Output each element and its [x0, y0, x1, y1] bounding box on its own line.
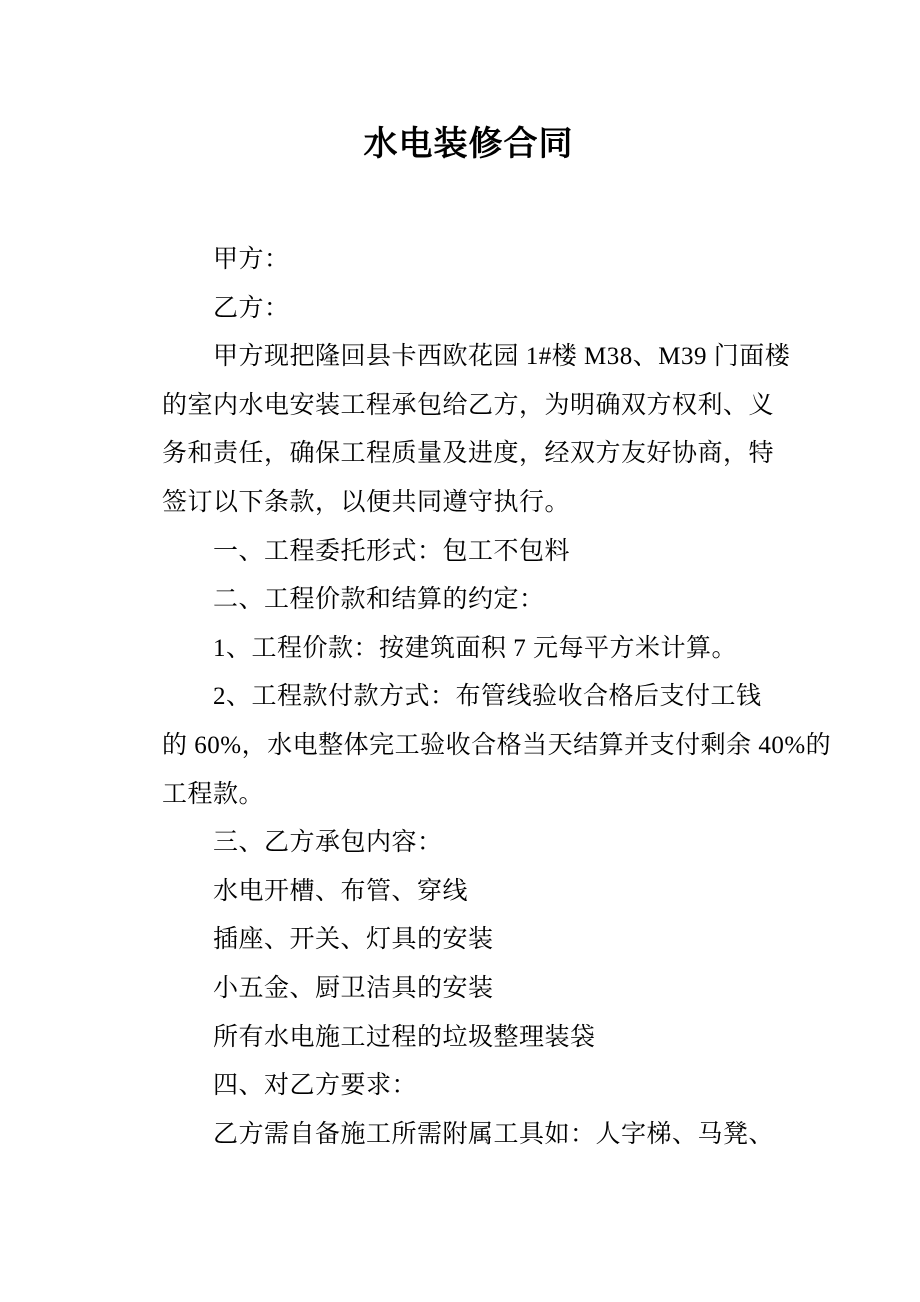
document-line: 插座、开关、灯具的安装 — [213, 926, 494, 954]
document-line: 所有水电施工过程的垃圾整理装袋 — [213, 1023, 596, 1051]
document-line: 乙方： — [213, 294, 290, 322]
document-line: 务和责任，确保工程质量及进度，经双方友好协商，特 — [162, 440, 775, 468]
document-body — [0, 236, 920, 1159]
document-line: 工程款。 — [162, 780, 265, 808]
document-line: 1、工程价款：按建筑面积 7 元每平方米计算。 — [213, 634, 738, 662]
document-line: 的室内水电安装工程承包给乙方，为明确双方权利、义 — [162, 391, 775, 419]
document-line: 2、工程款付款方式：布管线验收合格后支付工钱 — [213, 683, 762, 711]
document-line: 小五金、厨卫洁具的安装 — [213, 974, 494, 1002]
document-line: 一、工程委托形式：包工不包料 — [213, 537, 571, 565]
document-line: 签订以下条款，以便共同遵守执行。 — [162, 488, 571, 516]
document-line: 甲方现把隆回县卡西欧花园 1#楼 M38、M39 门面楼 — [213, 343, 791, 371]
document-line: 乙方需自备施工所需附属工具如：人字梯、马凳、 — [213, 1120, 775, 1148]
document-line: 水电开槽、布管、穿线 — [213, 877, 469, 905]
document-line: 甲方： — [213, 246, 290, 273]
document-line: 四、对乙方要求： — [213, 1072, 418, 1100]
document-title: 水电装修合同 — [363, 126, 574, 163]
document-line: 二、工程价款和结算的约定： — [213, 586, 545, 614]
document-line: 三、乙方承包内容： — [213, 829, 443, 857]
document-line: 的 60%，水电整体完工验收合格当天结算并支付剩余 40%的 — [162, 731, 832, 759]
